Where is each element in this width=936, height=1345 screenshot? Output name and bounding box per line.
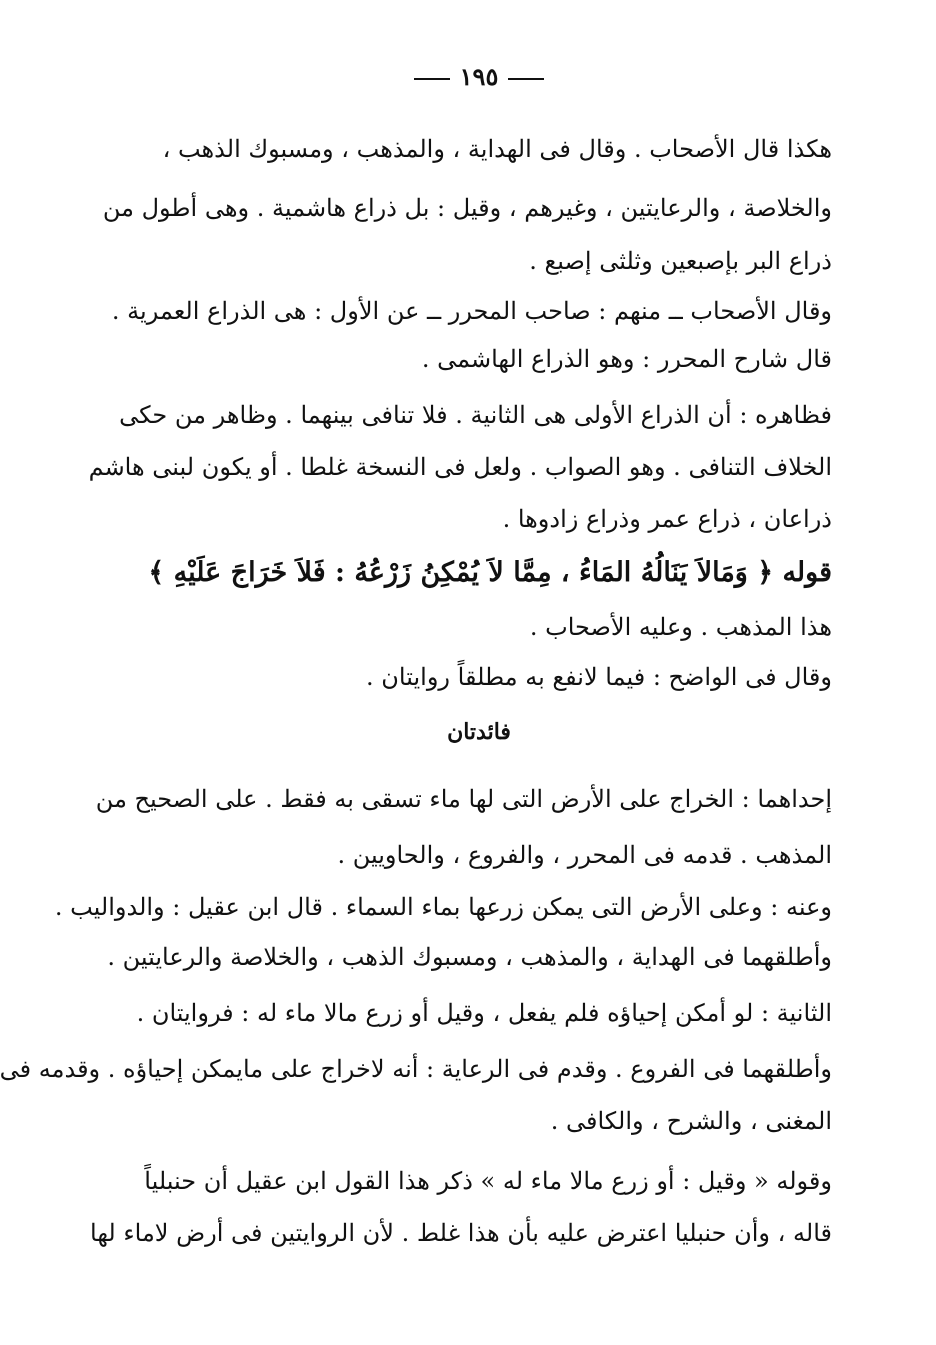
dash-left	[414, 78, 450, 80]
text-line: وقوله « وقيل : أو زرع مالا ماء له » ذكر هذا القول ابن عقيل أن حنبلياً	[144, 1167, 832, 1195]
text-line: ذراعان ، ذراع عمر وذراع زادوها .	[502, 505, 832, 533]
text-line: ذراع البر بإصبعين وثلثى إصبع .	[529, 247, 832, 275]
text-line: قال شارح المحرر : وهو الذراع الهاشمى .	[421, 345, 832, 373]
text-line: هذا المذهب . وعليه الأصحاب .	[529, 613, 832, 641]
quran-verse-line: قوله ﴿ وَمَالاَ يَنَالُهُ المَاءُ ، مِمَّا لاَ يُمْكِنُ زَرْعُهُ : فَلاَ خَرَاجَ عَلَيْهِ ﴾	[148, 557, 832, 588]
text-line: وأطلقهما فى الفروع . وقدم فى الرعاية : أنه لاخراج على مايمكن إحياؤه . وقدمه فى	[0, 1055, 832, 1083]
text-line: فظاهره : أن الذراع الأولى هى الثانية . فلا تنافى بينهما . وظاهر من حكى	[119, 401, 832, 429]
text-line: قاله ، وأن حنبليا اعترض عليه بأن هذا غلط . لأن الروايتين فى أرض لاماء لها	[90, 1219, 832, 1247]
text-line: هكذا قال الأصحاب . وقال فى الهداية ، والمذهب ، ومسبوك الذهب ،	[162, 135, 832, 163]
section-heading: فائدتان	[447, 719, 511, 745]
page-number-text: ١٩٥	[459, 62, 499, 91]
text-line: والخلاصة ، والرعايتين ، وغيرهم ، وقيل : بل ذراع هاشمية . وهى أطول من	[102, 194, 832, 222]
text-line: وقال الأصحاب ــ منهم : صاحب المحرر ــ عن الأول : هى الذراع العمرية .	[111, 297, 832, 325]
text-line: المغنى ، والشرح ، والكافى .	[550, 1107, 832, 1135]
text-line: وعنه : وعلى الأرض التى يمكن زرعها بماء السماء . قال ابن عقيل : والدواليب .	[54, 893, 832, 921]
text-line: إحداهما : الخراج على الأرض التى لها ماء تسقى به فقط . على الصحيح من	[95, 785, 832, 813]
text-line: وقال فى الواضح : فيما لانفع به مطلقاً روايتان .	[366, 663, 832, 691]
text-line: وأطلقهما فى الهداية ، والمذهب ، ومسبوك الذهب ، والخلاصة والرعايتين .	[107, 943, 832, 971]
text-line: الثانية : لو أمكن إحياؤه فلم يفعل ، وقيل أو زرع مالا ماء له : فروايتان .	[136, 999, 832, 1027]
text-line: المذهب . قدمه فى المحرر ، والفروع ، والحاويين .	[337, 841, 832, 869]
dash-right	[508, 78, 544, 80]
page-number	[22, 62, 936, 91]
text-line: الخلاف التنافى . وهو الصواب . ولعل فى النسخة غلطا . أو يكون لبنى هاشم	[88, 453, 832, 481]
